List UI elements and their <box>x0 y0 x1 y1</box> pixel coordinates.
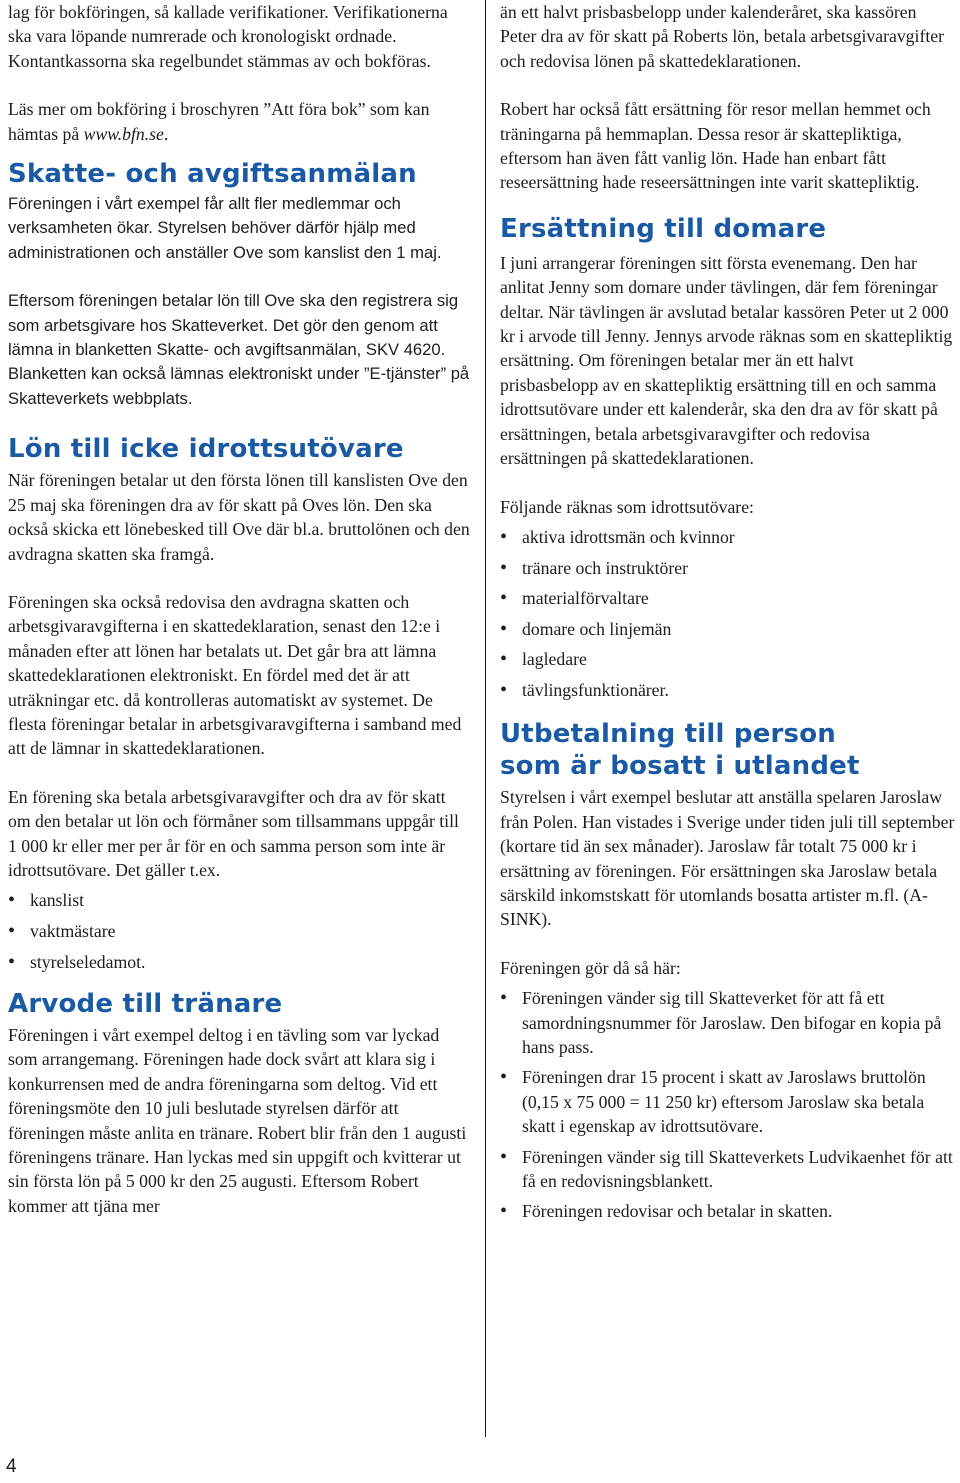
heading-arvode-tranare: Arvode till tränare <box>8 988 283 1019</box>
list-item: • tävlingsfunktionärer. <box>500 678 955 702</box>
paragraph-resor: Robert har också fått ersättning för resor mellan hemmet och träningarna på hemmaplan. Dessa resor är skattepliktiga, eftersom han även fått vanlig lön. Hade han enbart fått reseersättning hade reseersättningen inte varit skattepliktig. <box>500 99 931 193</box>
heading-utbetalning-utlandet <box>500 718 955 782</box>
list-item: • tränare och instruktörer <box>500 556 955 580</box>
paragraph-registrera-arbetsgivare: Eftersom föreningen betalar lön till Ove ska den registrera sig som arbetsgivare hos Skatteverket. Det gör den genom att lämna in blanketten Skatte- och avgiftsanmälan, SKV 4620. Blanketten kan också lämnas elektroniskt under ”E-tjänster” på Skatteverkets webbplats. <box>8 291 470 408</box>
paragraph-skattedeklaration: Föreningen ska också redovisa den avdragna skatten och arbetsgivaravgifterna i en skattedeklaration, senast den 12:e i månaden efter att lönen har betalats ut. Det går bra att lämna skattedeklarationen elektroniskt. En fördel med det är att uträkningar etc. då kontrolleras automatiskt av systemet. De flesta föreningar betalar in arbetsgivaravgifterna i samband med att de lämnar in skattedeklarationen. <box>8 591 462 759</box>
heading-skatte-avgiftsanmalan: Skatte- och avgiftsanmälan <box>8 159 417 190</box>
page-number: 4 <box>6 1456 17 1477</box>
right-column <box>500 0 955 1224</box>
paragraph-jaroslaw: Styrelsen i vårt exempel beslutar att anställa spelaren Jaroslaw från Polen. Han vistades i Sverige under tiden juli till september (kortare tid än sex månader). Jaroslaw får totalt 75 000 kr i ersättning av föreningen. För ersättningen ska Jaroslaw betala särskild inkomstskatt för utomlands bosatta artister m.fl. (A-SINK). <box>500 787 955 930</box>
paragraph-forsta-lonen: När föreningen betalar ut den första lönen till kanslisten Ove den 25 maj ska föreningen dra av för skatt på Oves lön. Den ska också skicka ett lönebesked till Ove där bl.a. bruttolönen och den avdragna skatten ska framgå. <box>8 470 470 564</box>
left-column <box>8 0 470 1218</box>
paragraph-arbetsgivaravgifter: En förening ska betala arbetsgivaravgifter och dra av för skatt om den betalar ut lön och förmåner som tillsammans uppgår till 1 000 kr eller mer per år för en och samma person som inte är idrottsutövare. Det gäller t.ex. <box>8 786 459 880</box>
paragraph-verifikationer: lag för bokföringen, så kallade verifikationer. Verifikationerna ska vara löpande numrerade och kronologiskt ordnade. Kontantkassorna ska regelbundet stämmas av och bokföras. <box>8 2 448 71</box>
broschyr-text: Läs mer om bokföring i broschyren ”Att föra bok” som kan hämtas på <box>8 99 430 144</box>
step-item: • Föreningen drar 15 procent i skatt av Jaroslaws bruttolön (0,15 x 75 000 = 11 250 kr) eftersom Jaroslaw ska betala skatt i egenskap av idrottsutövare. <box>500 1065 955 1138</box>
step-item: • Föreningen redovisar och betalar in skatten. <box>500 1199 955 1223</box>
list-item: • styrelseledamot. <box>8 950 470 974</box>
list-item: • domare och linjemän <box>500 617 955 641</box>
paragraph-robert-tranare: Föreningen i vårt exempel deltog i en tävling som var lyckad som arrangemang. Föreningen hade dock svårt att klara sig i konkurrensen med de andra föreningarna som deltog. Vid ett föreningsmöte den 10 juli beslutade styrelsen därför att föreningen måste anlita en tränare. Robert blir från den 1 augusti föreningens tränare. Han lyckas med sin uppgift och kvitterar ut sin första lön på 5 000 kr den 25 augusti. Eftersom Robert kommer att tjäna mer <box>8 1024 467 1216</box>
paragraph-bokforing-broschyr <box>8 97 470 146</box>
paragraph-idrottsutovare-intro: Följande räknas som idrottsutövare: <box>500 496 754 517</box>
paragraph-roberts-lon: än ett halvt prisbasbelopp under kalenderåret, ska kassören Peter dra av för skatt på Roberts lön, betala arbetsgivaravgifter och redovisa lönen på skattedeklarationen. <box>500 2 944 71</box>
paragraph-jenny-domare: I juni arrangerar föreningen sitt första evenemang. Den har anlitat Jenny som domare under tävlingen, där fem föreningar deltar. När tävlingen är avslutad betalar kassören Peter ut 2 000 kr i arvode till Jenny. Jennys arvode räknas som en skattepliktig ersättning. Om föreningen betalar mer än ett halvt prisbasbelopp av en skattepliktig ersättning till en och samma idrottsutövare under ett kalenderår, ska den dra av för skatt på ersättningen, betala arbetsgivaravgifter och redovisa ersättningen på skattedeklarationen. <box>500 252 953 469</box>
step-item: • Föreningen vänder sig till Skatteverkets Ludvikaenhet för att få en redovisningsblankett. <box>500 1145 955 1194</box>
heading-ersattning-domare: Ersättning till domare <box>500 213 827 244</box>
paragraph-sa-har: Föreningen gör då så här: <box>500 957 681 978</box>
list-item: • vaktmästare <box>8 919 470 943</box>
non-athlete-list <box>8 888 470 974</box>
athlete-list <box>500 525 955 702</box>
steps-list <box>500 986 955 1224</box>
list-item: • aktiva idrottsmän och kvinnor <box>500 525 955 549</box>
list-item: • kanslist <box>8 888 470 912</box>
column-divider <box>485 0 486 1437</box>
skatte-section-body <box>8 192 470 411</box>
list-item: • lagledare <box>500 647 955 671</box>
bfn-link[interactable]: www.bfn.se <box>83 123 164 144</box>
broschyr-end: . <box>163 123 169 144</box>
step-item: • Föreningen vänder sig till Skatteverket för att få ett samordningsnummer för Jaroslaw. Den bifogar en kopia på hans pass. <box>500 986 955 1059</box>
heading-lon-icke-idrottsutovare: Lön till icke idrottsutövare <box>8 434 404 465</box>
heading-line-1: Utbetalning till person <box>500 719 836 750</box>
paragraph-ove-anstalls: Föreningen i vårt exempel får allt fler medlemmar och verksamheten ökar. Styrelsen behöver därför hjälp med administrationen och anställer Ove som kanslist den 1 maj. <box>8 194 442 262</box>
list-item: • materialförvaltare <box>500 586 955 610</box>
heading-line-2: som är bosatt i utlandet <box>500 751 860 782</box>
